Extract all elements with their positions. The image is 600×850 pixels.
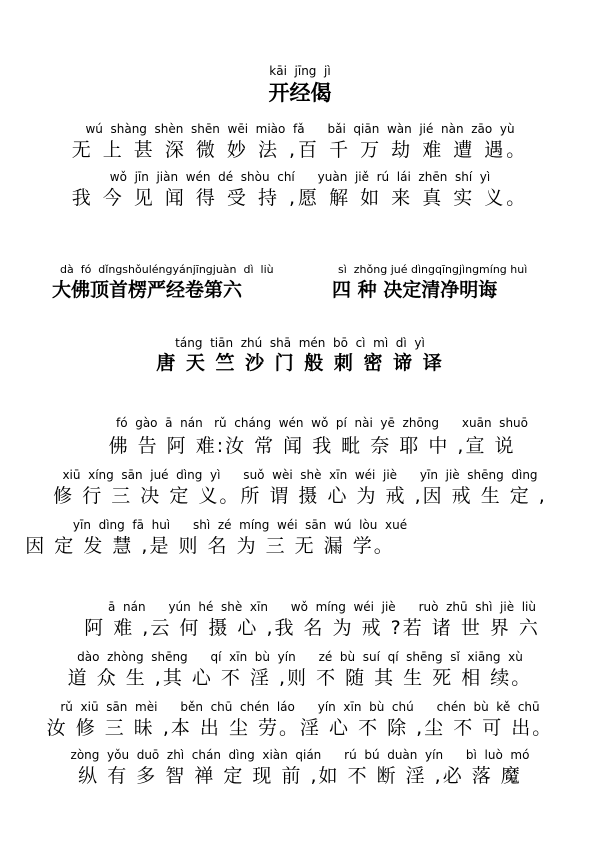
scripture-title: 大佛顶首楞严经卷第六 bbox=[52, 279, 243, 301]
para1-line-1: 佛 告 阿 难:汝 常 闻 我 毗 奈 耶 中 ,宣 说 bbox=[84, 435, 516, 457]
verse-title: 开经偈 bbox=[268, 81, 332, 105]
para1-line-2: 修 行 三 决 定 义。所 谓 摄 心 为 戒 ,因 戒 生 定 , bbox=[53, 485, 547, 507]
verse-line-1-pinyin: wú shàng shèn shēn wēi miào fǎ bǎi qiān wàn jié nàn zāo yù bbox=[85, 122, 515, 136]
para2-line-1: 阿 难 ,云 何 摄 心 ,我 名 为 戒 ?若 诸 世 界 六 bbox=[60, 617, 540, 639]
para1-line-1-pinyin: fó gào ā nán rǔ cháng wén wǒ pí nài yē zhōng xuān shuō bbox=[116, 416, 528, 430]
verse-line-2: 我 今 见 闻 得 受 持 ,愿 解 如 来 真 实 义。 bbox=[71, 187, 529, 209]
chapter-title-pinyin: sì zhǒng jué dìngqīngjìngmíng huì bbox=[338, 263, 528, 276]
verse-title-pinyin: kāi jīng jì bbox=[269, 64, 331, 78]
para2-line-3: 汝 修 三 昧 ,本 出 尘 劳。淫 心 不 除 ,尘 不 可 出。 bbox=[46, 717, 554, 739]
translator-line: 唐 天 竺 沙 门 般 刺 密 谛 译 bbox=[156, 352, 444, 374]
para2-line-3-pinyin: rǔ xiū sān mèi běn chū chén láo yín xīn bù chú chén bù kě chū bbox=[60, 700, 540, 714]
para2-line-2: 道 众 生 ,其 心 不 淫 ,则 不 随 其 生 死 相 续。 bbox=[67, 667, 533, 689]
chapter-title: 四 种 决定清净明诲 bbox=[332, 279, 498, 301]
scripture-title-pinyin: dà fó dǐngshǒuléngyánjīngjuàn dì liù bbox=[60, 263, 274, 276]
para1-line-3: 因 定 发 慧 ,是 则 名 为 三 无 漏 学。 bbox=[25, 535, 395, 557]
verse-line-1: 无 上 甚 深 微 妙 法 ,百 千 万 劫 难 遭 遇。 bbox=[71, 139, 529, 161]
verse-line-2-pinyin: wǒ jīn jiàn wén dé shòu chí yuàn jiě rú lái zhēn shí yì bbox=[109, 170, 491, 184]
para2-line-4: 纵 有 多 智 禅 定 现 前 ,如 不 断 淫 ,必 落 魔 bbox=[78, 765, 522, 787]
para2-line-1-pinyin: ā nán yún hé shè xīn wǒ míng wéi jiè ruò zhū shì jiè liù bbox=[108, 600, 536, 614]
para2-line-4-pinyin: zòng yǒu duō zhì chán dìng xiàn qián rú bú duàn yín bì luò mó bbox=[70, 748, 530, 762]
para2-line-2-pinyin: dào zhòng shēng qí xīn bù yín zé bù suí qí shēng sǐ xiāng xù bbox=[77, 650, 523, 664]
para1-line-3-pinyin: yīn dìng fā huì shì zé míng wéi sān wú lòu xué bbox=[72, 518, 408, 532]
translator-pinyin: táng tiān zhú shā mén bō cì mì dì yì bbox=[175, 336, 425, 350]
para1-line-2-pinyin: xiū xíng sān jué dìng yì suǒ wèi shè xīn wéi jiè yīn jiè shēng dìng bbox=[62, 468, 538, 482]
